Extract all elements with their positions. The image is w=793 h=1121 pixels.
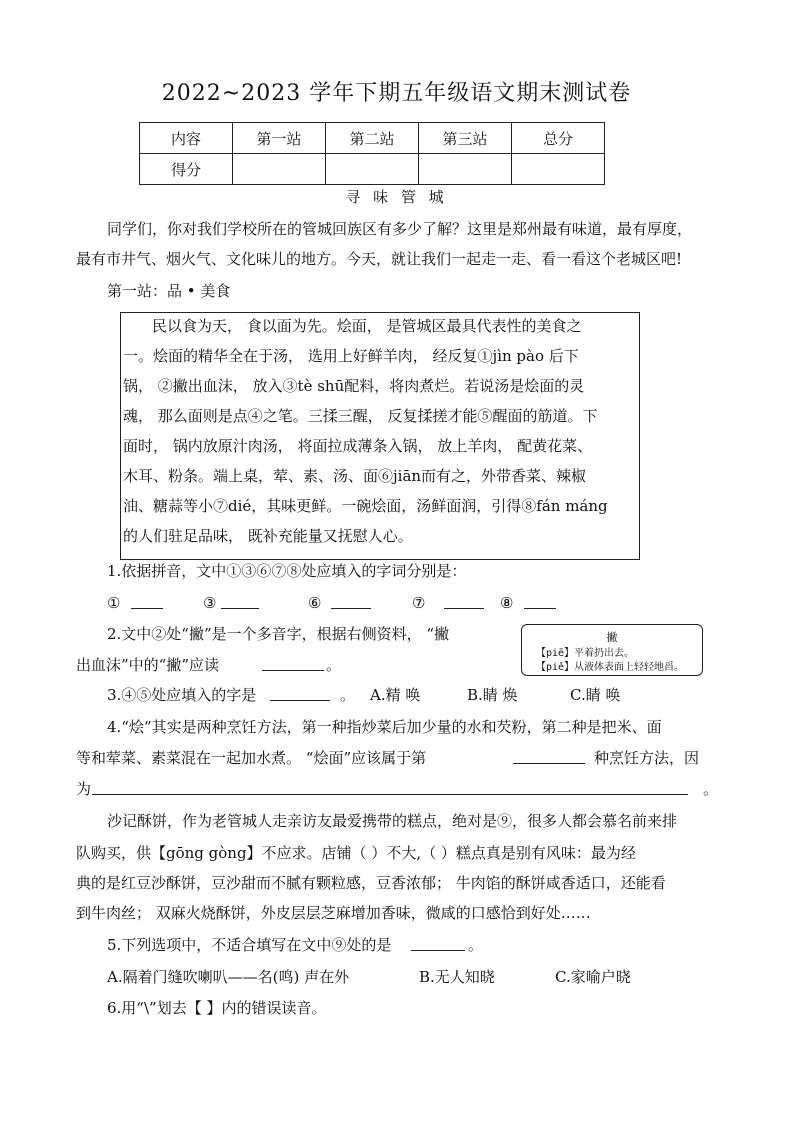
passage-line: 民以食为天， 食以面为先。烩面， 是管城区最具代表性的美食之 [152,317,582,335]
question-5: 5.下列选项中，不适合填写在文中⑨处的是 [107,936,392,954]
passage2-line: 队购买，供【gōng gòng】不应求。店铺（ ）不大,（ ）糕点真是别有风味：最为经 [76,844,636,862]
section-subtitle: 寻 味 管 城 [345,188,448,206]
q3-option-b[interactable]: B.睛 焕 [467,686,518,704]
passage-line: 锅， ②撇出血沫， 放入③tè shū配料，将肉煮烂。若说汤是烩面的灵 [123,377,585,395]
q1-answer-blank-8[interactable] [524,608,556,609]
score-table-score-row [140,154,605,185]
q5-answer-blank[interactable] [411,950,465,951]
question-4-line-3: 为 [76,780,92,798]
score-cell-station3 [419,154,512,185]
score-cell-station1 [233,154,326,185]
question-5-end: 。 [468,936,484,954]
passage-line: 一。烩面的精华全在于汤， 选用上好鲜羊肉， 经反复①jìn pào 后下 [123,347,579,365]
passage2-line: 到牛肉丝； 双麻火烧酥饼，外皮层层芝麻增加香味，微咸的口感恰到好处…… [76,904,591,922]
question-3: 3.④⑤处应填入的字是 [107,686,257,704]
intro-line-2: 最有市井气、烟火气、文化味儿的地方。今天，就让我们一起走一走、看一看这个老城区吧! [76,250,683,268]
question-2-line-2: 出血沫”中的“撇”应读 [76,656,220,674]
q4-answer-blank-1[interactable] [513,763,585,764]
score-table [139,122,605,185]
q1-label-7: ⑦ [412,594,426,612]
reference-headword: 撇 [606,631,618,644]
score-header-total: 总分 [512,123,605,154]
passage-line: 魂， 那么面则是点④之笔。三揉三醒， 反复揉搓才能⑤醒面的筋道。下 [123,407,598,425]
score-cell-station2 [326,154,419,185]
q3-answer-blank[interactable] [270,700,330,701]
passage-line: 木耳、粉条。端上桌，荤、素、汤、面⑥jiān而有之，外带香菜、辣椒 [123,467,587,485]
q3-option-a[interactable]: A.精 唤 [370,686,421,704]
reference-reading-1: 【piē】平着扔出去。 [536,648,635,659]
q2-answer-blank[interactable] [262,670,324,671]
q1-label-3: ③ [203,594,217,612]
station1-heading: 第一站：品 • 美食 [107,282,231,300]
q1-label-8: ⑧ [500,594,514,612]
q5-option-b[interactable]: B.无人知晓 [419,968,495,986]
q1-answer-blank-7[interactable] [444,608,484,609]
passage-box [120,312,640,560]
question-4-line-2: 等和荤菜、素菜混在一起加水煮。 “烩面”应该属于第 [76,749,427,767]
score-row-label: 得分 [140,154,233,185]
score-header-station1: 第一站 [233,123,326,154]
score-cell-total [512,154,605,185]
q5-option-c[interactable]: C.家喻户晓 [555,968,631,986]
score-header-station3: 第三站 [419,123,512,154]
question-2-line-1: 2.文中②处“撇”是一个多音字，根据右侧资料， “撇 [107,625,450,643]
q1-answer-blank-6[interactable] [331,608,371,609]
passage-line: 的人们驻足品味， 既补充能量又抚慰人心。 [123,527,413,545]
question-4-line-3-end: 。 [703,780,719,798]
q5-option-a[interactable]: A.隔着门缝吹喇叭——名(鸣) 声在外 [107,968,350,986]
q1-answer-blank-1[interactable] [131,608,163,609]
q4-answer-blank-2[interactable] [92,794,688,795]
score-table-header-row [140,123,605,154]
intro-line-1: 同学们，你对我们学校所在的管城回族区有多少了解？这里是郑州最有味道，最有厚度， [107,220,693,238]
question-1: 1.依据拼音，文中①③⑥⑦⑧处应填入的字词分别是： [107,562,467,580]
reference-box [521,624,703,676]
score-header-content: 内容 [140,123,233,154]
passage-line: 面时， 锅内放原汁肉汤， 将面拉成薄条入锅， 放上羊肉， 配黄花菜、 [123,437,593,455]
question-4-line-2-end: 种烹饪方法，因 [594,749,700,767]
question-3-end: 。 [340,686,356,704]
passage-line: 油、糖蒜等小⑦dié，其味更鲜。一碗烩面，汤鲜面润，引得⑧fán máng [123,497,608,515]
score-header-station2: 第二站 [326,123,419,154]
q1-answer-blank-3[interactable] [221,608,259,609]
question-2-end: 。 [326,656,342,674]
question-6: 6.用“\”划去【 】内的错误读音。 [107,999,327,1017]
passage2-line: 沙记酥饼，作为老管城人走亲访友最爱携带的糕点，绝对是⑨，很多人都会慕名前来排 [107,812,678,830]
page-title: 2022~2023 学年下期五年级语文期末测试卷 [161,81,632,106]
q1-label-1: ① [107,594,121,612]
q1-label-6: ⑥ [308,594,322,612]
passage2-line: 典的是红豆沙酥饼，豆沙甜而不腻有颗粒感，豆香浓郁； 牛肉馅的酥饼咸香适口，还能看 [76,874,666,892]
q3-option-c[interactable]: C.睛 唤 [570,686,621,704]
question-4-line-1: 4.“烩”其实是两种烹饪方法，第一种指炒菜后加少量的水和芡粉，第二种是把米、面 [107,718,662,736]
reference-reading-2: 【piě】从液体表面上轻轻地舀。 [536,662,685,673]
